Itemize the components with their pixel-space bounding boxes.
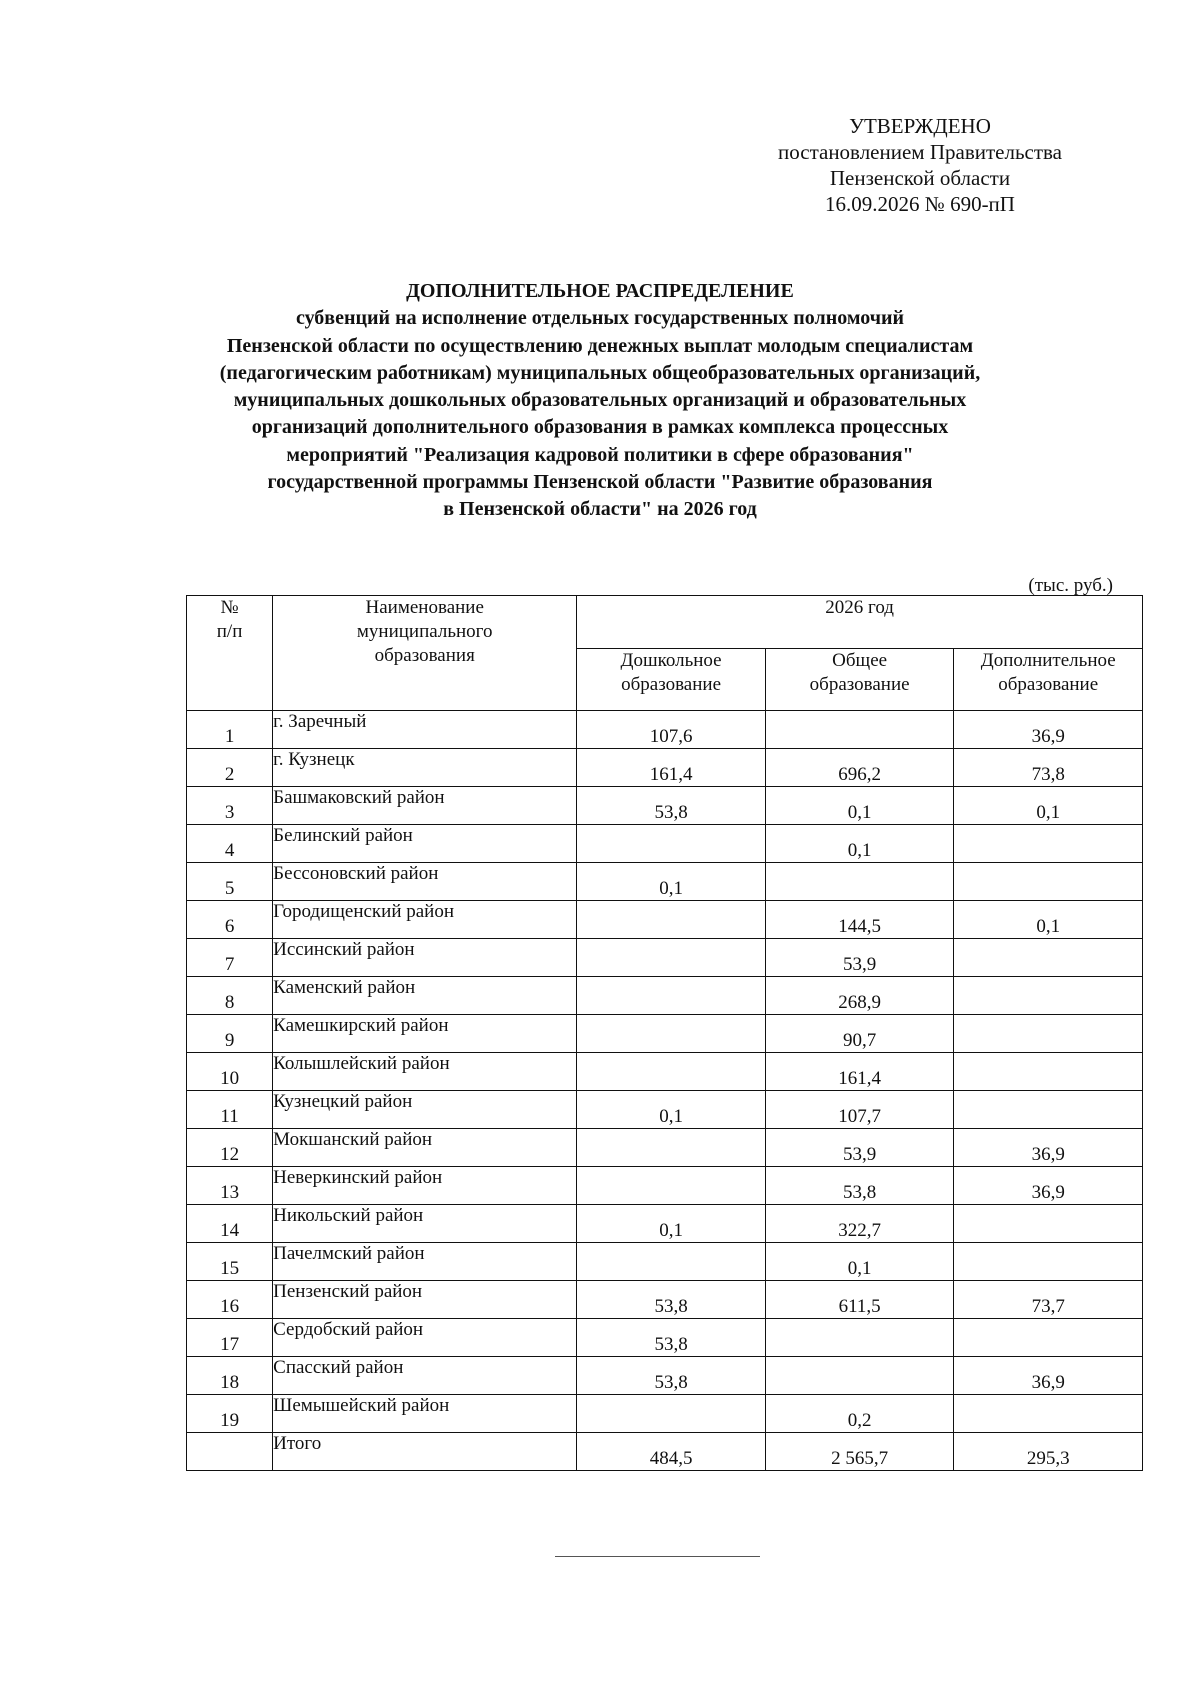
cell-general: 0,1 bbox=[765, 1243, 954, 1281]
header-municipality-line: образования bbox=[374, 645, 475, 666]
table-row bbox=[187, 939, 1143, 977]
table-row bbox=[187, 1015, 1143, 1053]
approval-date-number: 16.09.2026 № 690-пП bbox=[825, 192, 1015, 216]
title-line: муниципальных дошкольных образовательных организаций и образовательных bbox=[233, 389, 967, 412]
table-body bbox=[187, 711, 1143, 1471]
units-label: (тыс. руб.) bbox=[1028, 575, 1113, 596]
header-number bbox=[187, 596, 273, 711]
cell-municipality: Городищенский район bbox=[273, 901, 577, 939]
cell-number: 9 bbox=[187, 1015, 273, 1053]
cell-municipality: Каменский район bbox=[273, 977, 577, 1015]
cell-number: 14 bbox=[187, 1205, 273, 1243]
cell-number: 7 bbox=[187, 939, 273, 977]
cell-additional bbox=[954, 1015, 1143, 1053]
cell-number: 10 bbox=[187, 1053, 273, 1091]
table-row bbox=[187, 787, 1143, 825]
table-row bbox=[187, 977, 1143, 1015]
table-row bbox=[187, 711, 1143, 749]
table-row bbox=[187, 1167, 1143, 1205]
header-additional bbox=[954, 649, 1143, 711]
cell-additional: 73,8 bbox=[954, 749, 1143, 787]
cell-number: 8 bbox=[187, 977, 273, 1015]
cell-municipality: Мокшанский район bbox=[273, 1129, 577, 1167]
cell-preschool bbox=[577, 825, 766, 863]
cell-additional: 36,9 bbox=[954, 1129, 1143, 1167]
cell-preschool: 161,4 bbox=[577, 749, 766, 787]
cell-preschool: 0,1 bbox=[577, 1091, 766, 1129]
title-heading: ДОПОЛНИТЕЛЬНОЕ РАСПРЕДЕЛЕНИЕ bbox=[406, 280, 794, 302]
cell-general: 144,5 bbox=[765, 901, 954, 939]
cell-general: 268,9 bbox=[765, 977, 954, 1015]
approval-line: Пензенской области bbox=[829, 166, 1011, 190]
cell-number: 4 bbox=[187, 825, 273, 863]
cell-preschool: 53,8 bbox=[577, 1357, 766, 1395]
cell-number: 1 bbox=[187, 711, 273, 749]
title-line: субвенций на исполнение отдельных государственных полномочий bbox=[295, 307, 905, 330]
header-preschool bbox=[577, 649, 766, 711]
cell-preschool: 0,1 bbox=[577, 863, 766, 901]
cell-additional bbox=[954, 1395, 1143, 1433]
cell-additional: 295,3 bbox=[954, 1433, 1143, 1471]
cell-additional bbox=[954, 1243, 1143, 1281]
cell-general bbox=[765, 863, 954, 901]
cell-additional bbox=[954, 1091, 1143, 1129]
cell-preschool: 53,8 bbox=[577, 1319, 766, 1357]
cell-additional: 73,7 bbox=[954, 1281, 1143, 1319]
cell-additional bbox=[954, 825, 1143, 863]
cell-municipality: Сердобский район bbox=[273, 1319, 577, 1357]
cell-number: 15 bbox=[187, 1243, 273, 1281]
cell-municipality: Спасский район bbox=[273, 1357, 577, 1395]
cell-number: 3 bbox=[187, 787, 273, 825]
cell-municipality: Шемышейский район bbox=[273, 1395, 577, 1433]
cell-number: 5 bbox=[187, 863, 273, 901]
header-general-line: Общее bbox=[832, 650, 888, 671]
header-municipality-line: Наименование bbox=[365, 597, 484, 618]
cell-number: 13 bbox=[187, 1167, 273, 1205]
total-row bbox=[187, 1433, 1143, 1471]
cell-general: 107,7 bbox=[765, 1091, 954, 1129]
cell-general: 0,2 bbox=[765, 1395, 954, 1433]
cell-municipality: Кузнецкий район bbox=[273, 1091, 577, 1129]
cell-preschool bbox=[577, 977, 766, 1015]
header-general bbox=[765, 649, 954, 711]
cell-general bbox=[765, 1357, 954, 1395]
cell-municipality: Бессоновский район bbox=[273, 863, 577, 901]
approval-line: постановлением Правительства bbox=[777, 140, 1062, 164]
cell-general: 0,1 bbox=[765, 825, 954, 863]
cell-number: 16 bbox=[187, 1281, 273, 1319]
cell-additional bbox=[954, 1053, 1143, 1091]
cell-additional bbox=[954, 939, 1143, 977]
table-row bbox=[187, 749, 1143, 787]
cell-preschool: 107,6 bbox=[577, 711, 766, 749]
cell-additional bbox=[954, 863, 1143, 901]
cell-preschool: 0,1 bbox=[577, 1205, 766, 1243]
cell-general: 2 565,7 bbox=[765, 1433, 954, 1471]
cell-municipality: Камешкирский район bbox=[273, 1015, 577, 1053]
distribution-table bbox=[186, 595, 1143, 1471]
cell-municipality: г. Заречный bbox=[273, 711, 577, 749]
cell-general: 696,2 bbox=[765, 749, 954, 787]
header-number-line: п/п bbox=[216, 621, 243, 642]
footer-divider bbox=[555, 1556, 760, 1557]
table-row bbox=[187, 1243, 1143, 1281]
cell-preschool bbox=[577, 1243, 766, 1281]
cell-general: 53,8 bbox=[765, 1167, 954, 1205]
cell-additional: 0,1 bbox=[954, 787, 1143, 825]
table-row bbox=[187, 901, 1143, 939]
cell-additional: 36,9 bbox=[954, 1167, 1143, 1205]
cell-municipality: Колышлейский район bbox=[273, 1053, 577, 1091]
cell-general: 90,7 bbox=[765, 1015, 954, 1053]
cell-general: 0,1 bbox=[765, 787, 954, 825]
cell-municipality: Итого bbox=[273, 1433, 577, 1471]
cell-general: 611,5 bbox=[765, 1281, 954, 1319]
cell-general: 53,9 bbox=[765, 939, 954, 977]
cell-additional: 36,9 bbox=[954, 1357, 1143, 1395]
cell-preschool bbox=[577, 1167, 766, 1205]
cell-municipality: Белинский район bbox=[273, 825, 577, 863]
table-row bbox=[187, 1091, 1143, 1129]
header-additional-line: Дополнительное bbox=[980, 650, 1116, 671]
cell-general: 322,7 bbox=[765, 1205, 954, 1243]
table-row bbox=[187, 825, 1143, 863]
cell-municipality: Пензенский район bbox=[273, 1281, 577, 1319]
table-row bbox=[187, 1053, 1143, 1091]
cell-additional: 36,9 bbox=[954, 711, 1143, 749]
title-line: организаций дополнительного образования в рамках комплекса процессных bbox=[251, 416, 949, 439]
header-general-line: образование bbox=[809, 674, 910, 695]
title-line: государственной программы Пензенской области "Развитие образования bbox=[267, 471, 933, 494]
document-title bbox=[140, 278, 1060, 524]
table-row bbox=[187, 863, 1143, 901]
cell-preschool bbox=[577, 1395, 766, 1433]
cell-municipality: Иссинский район bbox=[273, 939, 577, 977]
cell-municipality: Никольский район bbox=[273, 1205, 577, 1243]
cell-number bbox=[187, 1433, 273, 1471]
cell-municipality: Пачелмский район bbox=[273, 1243, 577, 1281]
cell-preschool: 53,8 bbox=[577, 1281, 766, 1319]
header-preschool-line: Дошкольное bbox=[620, 650, 722, 671]
title-line: (педагогическим работникам) муниципальных общеобразовательных организаций, bbox=[219, 361, 981, 384]
cell-municipality: Неверкинский район bbox=[273, 1167, 577, 1205]
cell-additional: 0,1 bbox=[954, 901, 1143, 939]
cell-general bbox=[765, 1319, 954, 1357]
approval-stamp bbox=[740, 113, 1100, 217]
header-municipality-line: муниципального bbox=[356, 621, 493, 642]
header-preschool-line: образование bbox=[621, 674, 722, 695]
cell-general: 53,9 bbox=[765, 1129, 954, 1167]
cell-preschool: 53,8 bbox=[577, 787, 766, 825]
cell-preschool bbox=[577, 939, 766, 977]
cell-preschool: 484,5 bbox=[577, 1433, 766, 1471]
cell-number: 12 bbox=[187, 1129, 273, 1167]
approval-title: УТВЕРЖДЕНО bbox=[849, 114, 991, 138]
cell-number: 18 bbox=[187, 1357, 273, 1395]
cell-number: 2 bbox=[187, 749, 273, 787]
cell-number: 17 bbox=[187, 1319, 273, 1357]
cell-additional bbox=[954, 977, 1143, 1015]
cell-number: 11 bbox=[187, 1091, 273, 1129]
cell-preschool bbox=[577, 1129, 766, 1167]
cell-preschool bbox=[577, 1015, 766, 1053]
cell-preschool bbox=[577, 1053, 766, 1091]
cell-municipality: г. Кузнецк bbox=[273, 749, 577, 787]
table-row bbox=[187, 1357, 1143, 1395]
table-row bbox=[187, 1205, 1143, 1243]
title-line: Пензенской области по осуществлению денежных выплат молодым специалистам bbox=[226, 334, 974, 357]
cell-municipality: Башмаковский район bbox=[273, 787, 577, 825]
cell-number: 6 bbox=[187, 901, 273, 939]
header-municipality bbox=[273, 596, 577, 711]
cell-preschool bbox=[577, 901, 766, 939]
title-line: в Пензенской области" на 2026 год bbox=[443, 498, 757, 521]
title-line: мероприятий "Реализация кадровой политики в сфере образования" bbox=[286, 443, 914, 466]
cell-general: 161,4 bbox=[765, 1053, 954, 1091]
header-additional-line: образование bbox=[998, 674, 1099, 695]
table-row bbox=[187, 1319, 1143, 1357]
cell-additional bbox=[954, 1205, 1143, 1243]
header-year: 2026 год bbox=[577, 596, 1143, 649]
cell-general bbox=[765, 711, 954, 749]
cell-additional bbox=[954, 1319, 1143, 1357]
table-row bbox=[187, 1395, 1143, 1433]
table-row bbox=[187, 1281, 1143, 1319]
cell-number: 19 bbox=[187, 1395, 273, 1433]
header-number-line: № bbox=[220, 597, 239, 618]
table-row bbox=[187, 1129, 1143, 1167]
